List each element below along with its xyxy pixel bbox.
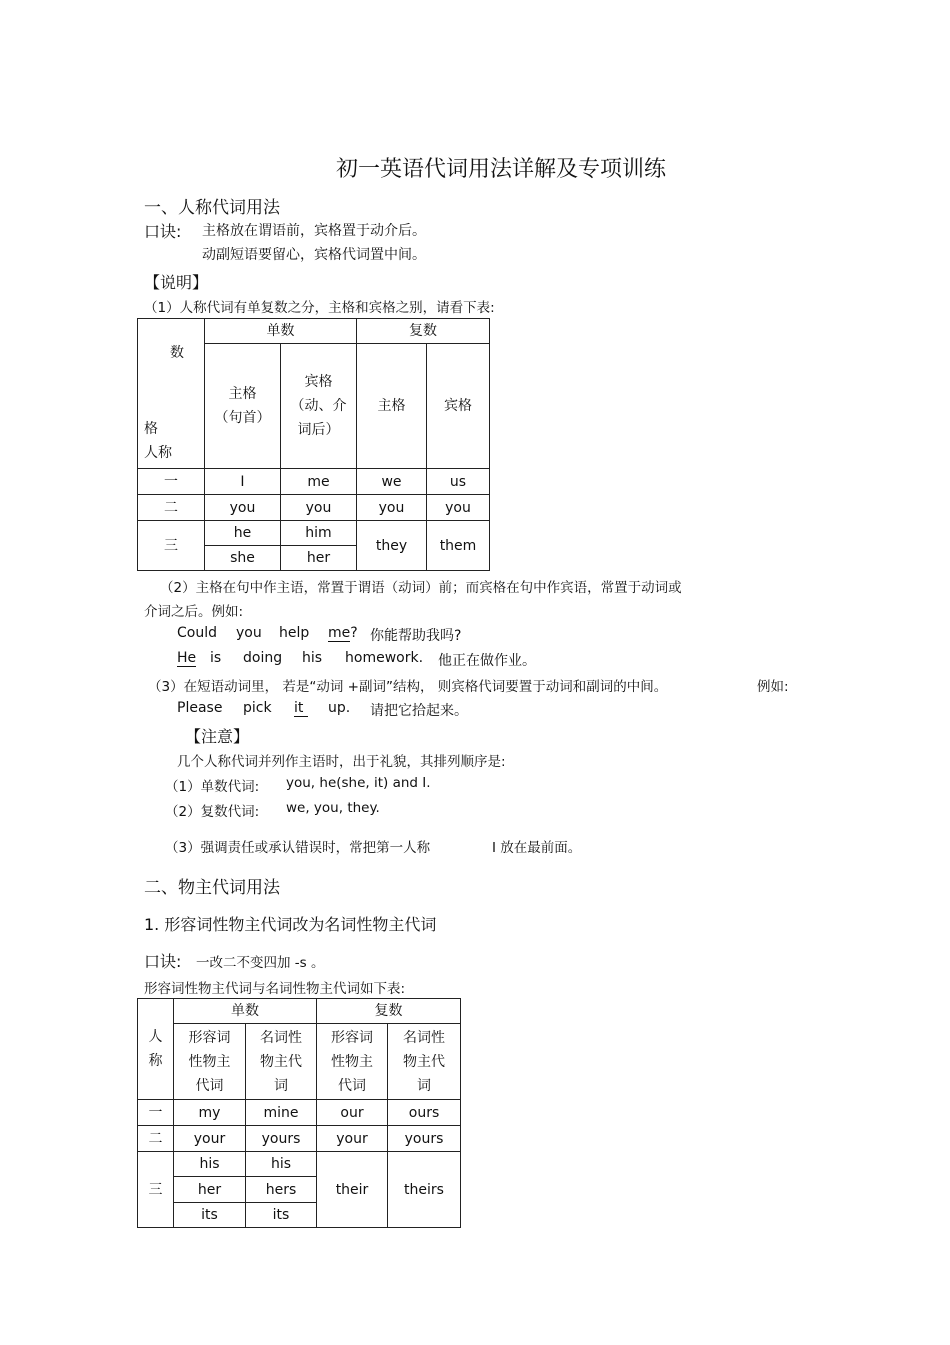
personal-pronoun-table bbox=[137, 318, 490, 571]
paragraph-1: （1）人称代词有单复数之分，主格和宾格之别，请看下表: bbox=[144, 300, 495, 316]
paragraph-2b: 介词之后。例如: bbox=[144, 604, 244, 620]
table-2-corner: 人 称 bbox=[138, 999, 174, 1100]
table-row: 一 my mine our ours bbox=[138, 1100, 461, 1126]
example-3-object: it bbox=[294, 700, 308, 717]
note-2-label: （2）复数代词: bbox=[165, 804, 260, 820]
header-plural: 复数 bbox=[357, 319, 490, 344]
paragraph-2a: （2）主格在句中作主语，常置于谓语（动词）前；而宾格在句中作宾语，常置于动词或 bbox=[160, 580, 682, 596]
example-3-word: up. bbox=[328, 700, 351, 716]
table-row: 三 he him they them bbox=[138, 521, 490, 546]
note-1-label: （1）单数代词: bbox=[165, 779, 260, 795]
header-adjective-singular: 形容词 性物主 代词 bbox=[174, 1024, 246, 1100]
section-2-subheading: 1. 形容词性物主代词改为名词性物主代词 bbox=[144, 915, 437, 934]
header-noun-plural: 名词性 物主代 词 bbox=[388, 1024, 461, 1100]
corner-number: 数 bbox=[170, 345, 184, 361]
mnemonic-line-2: 动副短语要留心，宾格代词置中间。 bbox=[202, 247, 426, 263]
example-1-word: you bbox=[236, 625, 262, 641]
example-2-subject: He bbox=[177, 650, 197, 666]
mnemonic-line-1: 主格放在谓语前，宾格置于动介后。 bbox=[202, 223, 426, 239]
section-1-heading: 一、人称代词用法 bbox=[144, 198, 280, 218]
example-2-word: homework. bbox=[345, 650, 424, 666]
mnemonic-label: 口诀: bbox=[144, 222, 182, 241]
header-singular: 单数 bbox=[174, 999, 317, 1024]
explain-heading: 【说明】 bbox=[144, 273, 209, 292]
header-noun-singular: 名词性 物主代 词 bbox=[246, 1024, 317, 1100]
header-plural-object: 宾格 bbox=[427, 344, 490, 469]
example-2-word: his bbox=[302, 650, 323, 666]
note-2-value: we, you, they. bbox=[286, 800, 380, 816]
header-plural-subject: 主格 bbox=[357, 344, 427, 469]
mnemonic-2-text: 一改二不变四加 -s 。 bbox=[196, 955, 325, 971]
table-row: 二 you you you you bbox=[138, 495, 490, 521]
example-3-word: pick bbox=[243, 700, 272, 716]
mnemonic-2-label: 口诀: bbox=[144, 952, 182, 971]
possessive-pronoun-table bbox=[137, 998, 461, 1228]
header-plural: 复数 bbox=[317, 999, 461, 1024]
note-heading: 【注意】 bbox=[185, 727, 250, 746]
header-singular-object: 宾格 （动、介 词后） bbox=[281, 344, 357, 469]
example-1-translation: 你能帮助我吗? bbox=[370, 628, 462, 644]
table-row: 二 your yours your yours bbox=[138, 1126, 461, 1152]
example-1-word: Could bbox=[177, 625, 217, 641]
section-2-heading: 二、物主代词用法 bbox=[144, 878, 280, 898]
example-2-translation: 他正在做作业。 bbox=[438, 653, 536, 669]
example-2-word: is bbox=[210, 650, 222, 666]
paragraph-3: （3）在短语动词里， 若是“动词 +副词”结构， 则宾格代词要置于动词和副词的中间。 bbox=[148, 679, 668, 695]
header-singular-subject: 主格 （句首） bbox=[205, 344, 281, 469]
example-3-translation: 请把它拾起来。 bbox=[370, 703, 468, 719]
table-row: 三 his his their theirs bbox=[138, 1152, 461, 1177]
table-row: its its bbox=[138, 1203, 461, 1228]
corner-person: 人称 bbox=[144, 445, 172, 461]
table-corner-cell bbox=[138, 319, 205, 469]
table-row: her hers bbox=[138, 1177, 461, 1203]
page-title: 初一英语代词用法详解及专项训练 bbox=[336, 157, 667, 182]
table-row: 一 I me we us bbox=[138, 469, 490, 495]
example-1-object: me? bbox=[328, 625, 358, 641]
example-2-word: doing bbox=[243, 650, 283, 666]
note-3b: I 放在最前面。 bbox=[492, 840, 582, 856]
example-1-word: help bbox=[279, 625, 310, 641]
header-singular: 单数 bbox=[205, 319, 357, 344]
table-2-intro: 形容词性物主代词与名词性物主代词如下表: bbox=[144, 981, 406, 997]
table-row: she her bbox=[138, 546, 490, 571]
note-intro: 几个人称代词并列作主语时，出于礼貌，其排列顺序是: bbox=[177, 754, 506, 770]
header-adjective-plural: 形容词 性物主 代词 bbox=[317, 1024, 388, 1100]
paragraph-3-eg: 例如: bbox=[757, 679, 789, 695]
corner-case: 格 bbox=[144, 421, 158, 437]
note-3a: （3）强调责任或承认错误时，常把第一人称 bbox=[165, 840, 431, 856]
example-3-word: Please bbox=[177, 700, 223, 716]
note-1-value: you, he(she, it) and I. bbox=[286, 775, 431, 791]
